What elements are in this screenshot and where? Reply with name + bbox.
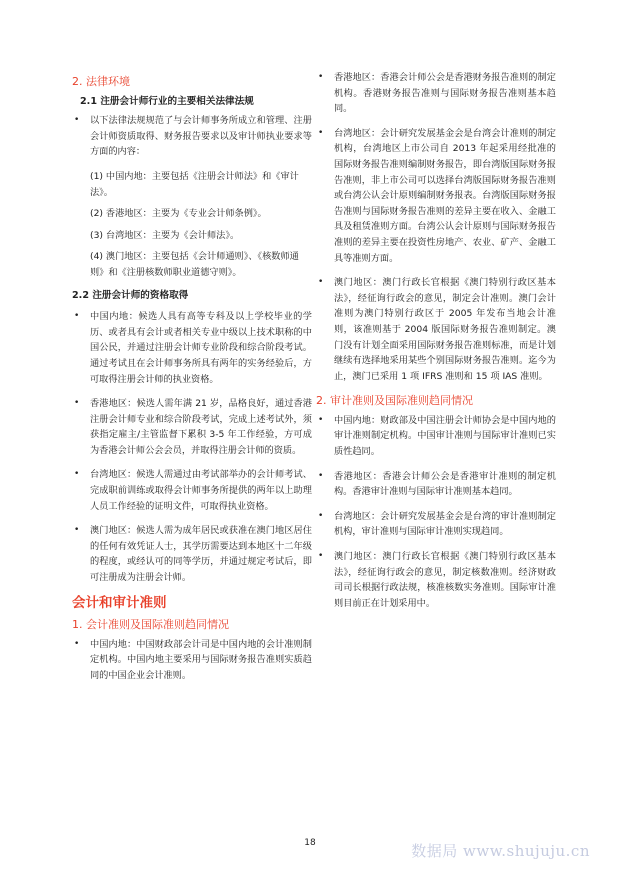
page-number: 18	[304, 838, 316, 848]
watermark: 数据局 www.shujuju.cn	[411, 842, 590, 860]
list-item: • 台湾地区：会计研究发展基金会是台湾的审计准则制定机构，审计准则与国际审计准则实现趋同。	[316, 509, 556, 540]
chapter-title: 会计和审计准则	[72, 594, 167, 611]
list-item: • 中国内地：财政部及中国注册会计师协会是中国内地的审计准则制定机构。中国审计准则与国际审计准则已实质性趋同。	[316, 413, 556, 460]
list-item: • 香港地区：香港会计师公会是香港审计准则的制定机构。香港审计准则与国际审计准则基本趋同。	[316, 469, 556, 500]
list-item: (4) 澳门地区：主要包括《会计师通则》、《核数师通则》和《注册核数师职业道德守则》。	[90, 251, 299, 278]
list-item: (3) 台湾地区：主要为《会计师法》。	[90, 229, 240, 241]
list-item: (2) 香港地区：主要为《专业会计师条例》。	[90, 208, 267, 220]
list-item: • 香港地区：候选人需年满 21 岁，品格良好，通过香港注册会计师专业和综合阶段考试，完成上述考试外，须获指定雇主/主管监督下累积 3-5 年工作经验，方可成为香港会计师公会会员，并取得注册会计师的资质。	[72, 396, 312, 458]
right-column	[316, 70, 556, 620]
list-item: • 香港地区：香港会计师公会是香港财务报告准则的制定机构。香港财务报告准则与国际财务报告准则基本趋同。	[316, 70, 556, 117]
list-item: • 台湾地区：会计研究发展基金会是台湾会计准则的制定机构，台湾地区上市公司自 2013 年起采用经批准的国际财务报告准则编制财务报告，即台湾版国际财务报告准则，非上市公司可以选择台湾版国际财务报告准则或台湾公认会计原则编制财务报表。台湾版国际财务报告准则与国际财务报告准则的差异主要在收入、金融工具及租赁准则方面。台湾公认会计原则与国际财务报告准则的差异主要在投资性房地产、农业、矿产、金融工具等准则方面。	[316, 126, 556, 266]
list-item: • 澳门地区：澳门行政长官根据《澳门特别行政区基本法》，经征询行政会的意见，制定核数准则。经济财政司司长根据行政法规，核准核数实务准则。国际审计准则目前正在计划采用中。	[316, 549, 556, 611]
list-item: • 澳门地区：澳门行政长官根据《澳门特别行政区基本法》，经征询行政会的意见，制定会计准则。澳门会计准则为澳门特别行政区于 2005 年发布当地会计准则，该准则基于 2004 版国际财务报告准则制定。澳门没有计划全面采用国际财务报告准则标准，而是计划继续有选择地采用某些个别国际财务报告准则。迄今为止，澳门已采用 1 项 IFRS 准则和 15 项 IAS 准则。	[316, 275, 556, 384]
section-legal-environment-title: 2. 法律环境	[72, 75, 130, 88]
list-item: • 中国内地：候选人具有高等专科及以上学校毕业的学历、或者具有会计或者相关专业中级以上技术职称的中国公民，并通过注册会计师专业阶段和综合阶段考试。通过考试且在会计师事务所具有两年的实务经验后，方可取得注册会计师的执业资格。	[72, 309, 312, 387]
list-item: (1) 中国内地：主要包括《注册会计师法》和《审计法》。	[90, 170, 299, 198]
laws-list	[72, 169, 312, 281]
subsection-laws-title: 2.1 注册会计师行业的主要相关法律法规	[80, 95, 254, 107]
list-item: • 中国内地：中国财政部会计司是中国内地的会计准则制定机构。中国内地主要采用与国际财务报告准则实质趋同的中国企业会计准则。	[72, 637, 312, 684]
section-audit-standards-title: 2. 审计准则及国际准则趋同情况	[316, 394, 473, 408]
list-item: • 澳门地区：候选人需为成年居民或获准在澳门地区居住的任何有效凭证人士，其学历需要达到本地区十二年级的程度，或经认可的同等学历，并通过规定考试后，即可注册成为注册会计师。	[72, 523, 312, 585]
left-column	[72, 70, 312, 693]
list-item: • 台湾地区：候选人需通过由考试部举办的会计师考试、完成职前训练或取得会计师事务所提供的两年以上助理人员工作经验的证明文件，可取得执业资格。	[72, 467, 312, 514]
laws-intro-bullet: • 以下法律法规规范了与会计师事务所成立和管理、注册会计师资质取得、财务报告要求以及审计师执业要求等方面的内容：	[72, 113, 312, 160]
section-accounting-standards-title: 1. 会计准则及国际准则趋同情况	[72, 618, 229, 632]
subsection-qualification-title: 2.2 注册会计师的资格取得	[72, 289, 189, 301]
